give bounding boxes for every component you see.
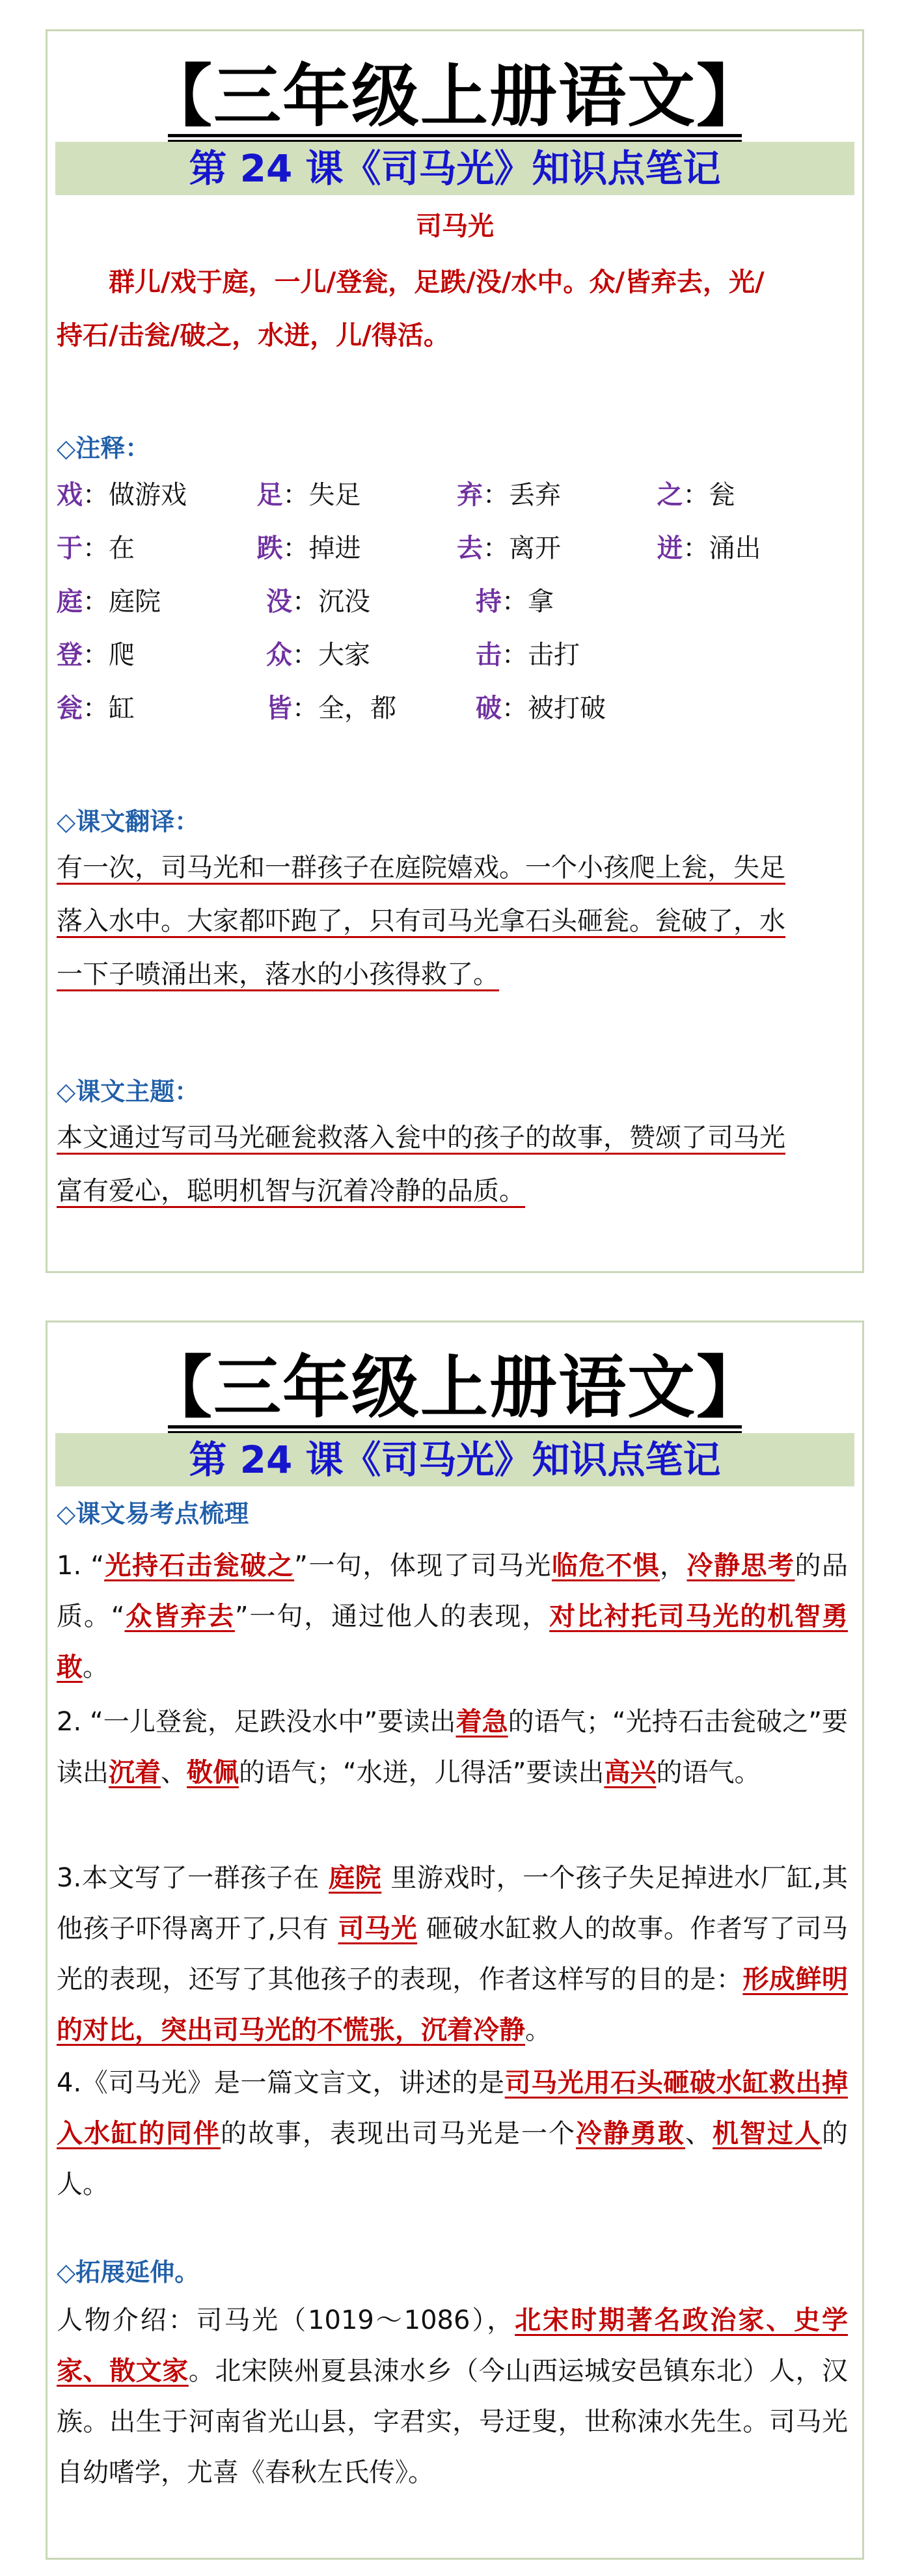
note-item: 迸：涌出 xyxy=(657,533,761,563)
notes-row xyxy=(57,575,857,628)
lesson-subtitle: 第 24 课《司马光》知识点笔记 xyxy=(55,1433,854,1486)
note-item: 足：失足 xyxy=(256,480,361,510)
note-item: 登：爬 xyxy=(57,640,135,670)
translation-line-2: 落入水中。大家都吓跑了，只有司马光拿石头砸瓮。瓮破了，水 xyxy=(57,906,785,936)
text-line-1: 群儿/戏于庭，一儿/登瓮，足跌/没/水中。众/皆弃去，光/ xyxy=(109,267,765,297)
text-title: 司马光 xyxy=(416,211,494,241)
notes-row xyxy=(57,522,857,575)
note-item: 没：沉没 xyxy=(266,587,370,617)
note-item: 皆：全，都 xyxy=(266,693,396,723)
note-item: 瓮：缸 xyxy=(57,693,135,723)
theme-heading: ◇课文主题： xyxy=(57,1077,200,1106)
title-underline xyxy=(168,1425,742,1429)
key-point-3: 3.本文写了一群孩子在 庭院 里游戏时，一个孩子失足掉进水厂缸,其他孩子吓得离开了,只有 司马光 砸破水缸救人的故事。作者写了司马光的表现，还写了其他孩子的表现，作者这样写的目的是：形成鲜明的对比，突出司马光的不慌张，沉着冷静。 xyxy=(57,1863,849,2045)
note-item: 击：击打 xyxy=(476,640,580,670)
extension-text: 人物介绍：司马光（1019～1086），北宋时期著名政治家、史学家、散文家。北宋陕州夏县涑水乡（今山西运城安邑镇东北）人，汉族。出生于河南省光山县，字君实，号迂叟，世称涑水先生。司马光自幼嗜学，尤喜《春秋左氏传》。 xyxy=(57,2305,849,2488)
theme-line-1: 本文通过写司马光砸瓮救落入瓮中的孩子的故事，赞颂了司马光 xyxy=(57,1123,785,1153)
notes-card-1 xyxy=(46,29,864,1273)
theme-line-2: 富有爱心，聪明机智与沉着冷静的品质。 xyxy=(57,1176,525,1206)
note-item: 庭：庭院 xyxy=(57,587,161,617)
notes-row xyxy=(57,628,857,682)
notes-row xyxy=(57,468,857,522)
note-item: 于：在 xyxy=(57,533,135,563)
notes-heading: ◇注释： xyxy=(57,434,150,463)
translation-heading: ◇课文翻译： xyxy=(57,807,200,836)
note-item: 去：离开 xyxy=(457,533,561,563)
note-item: 众：大家 xyxy=(266,640,370,670)
extension-heading: ◇拓展延伸。 xyxy=(57,2258,200,2287)
key-point-4: 4.《司马光》是一篇文言文，讲述的是司马光用石头砸破水缸救出掉入水缸的同伴的故事，表现出司马光是一个冷静勇敢、机智过人的人。 xyxy=(57,2068,849,2199)
notes-row xyxy=(57,682,857,735)
lesson-subtitle: 第 24 课《司马光》知识点笔记 xyxy=(55,142,854,195)
note-item: 弃：丢弃 xyxy=(457,480,561,510)
title-underline xyxy=(168,134,742,137)
notes-grid xyxy=(57,468,857,735)
main-title: 【三年级上册语文】 xyxy=(144,56,765,136)
note-item: 戏：做游戏 xyxy=(57,480,187,510)
key-points-heading: ◇课文易考点梳理 xyxy=(57,1499,249,1528)
key-point-1: 1. “光持石击瓮破之”一句，体现了司马光临危不惧，冷静思考的品质。“众皆弃去”一句，通过他人的表现，对比衬托司马光的机智勇敢。 xyxy=(57,1551,849,1682)
note-item: 持：拿 xyxy=(476,587,554,617)
note-item: 破：被打破 xyxy=(476,693,606,723)
main-title: 【三年级上册语文】 xyxy=(144,1347,765,1427)
note-item: 跌：掉进 xyxy=(256,533,361,563)
key-point-2: 2. “一儿登瓮，足跌没水中”要读出着急的语气；“光持石击瓮破之”要读出沉着、敬佩的语气；“水迸，儿得活”要读出高兴的语气。 xyxy=(57,1707,849,1788)
translation-line-1: 有一次，司马光和一群孩子在庭院嬉戏。一个小孩爬上瓮，失足 xyxy=(57,853,785,883)
translation-line-3: 一下子喷涌出来，落水的小孩得救了。 xyxy=(57,959,499,989)
notes-card-2 xyxy=(46,1321,864,2560)
note-item: 之：瓮 xyxy=(657,480,735,510)
text-line-2: 持石/击瓮/破之，水迸，儿/得活。 xyxy=(57,321,450,351)
